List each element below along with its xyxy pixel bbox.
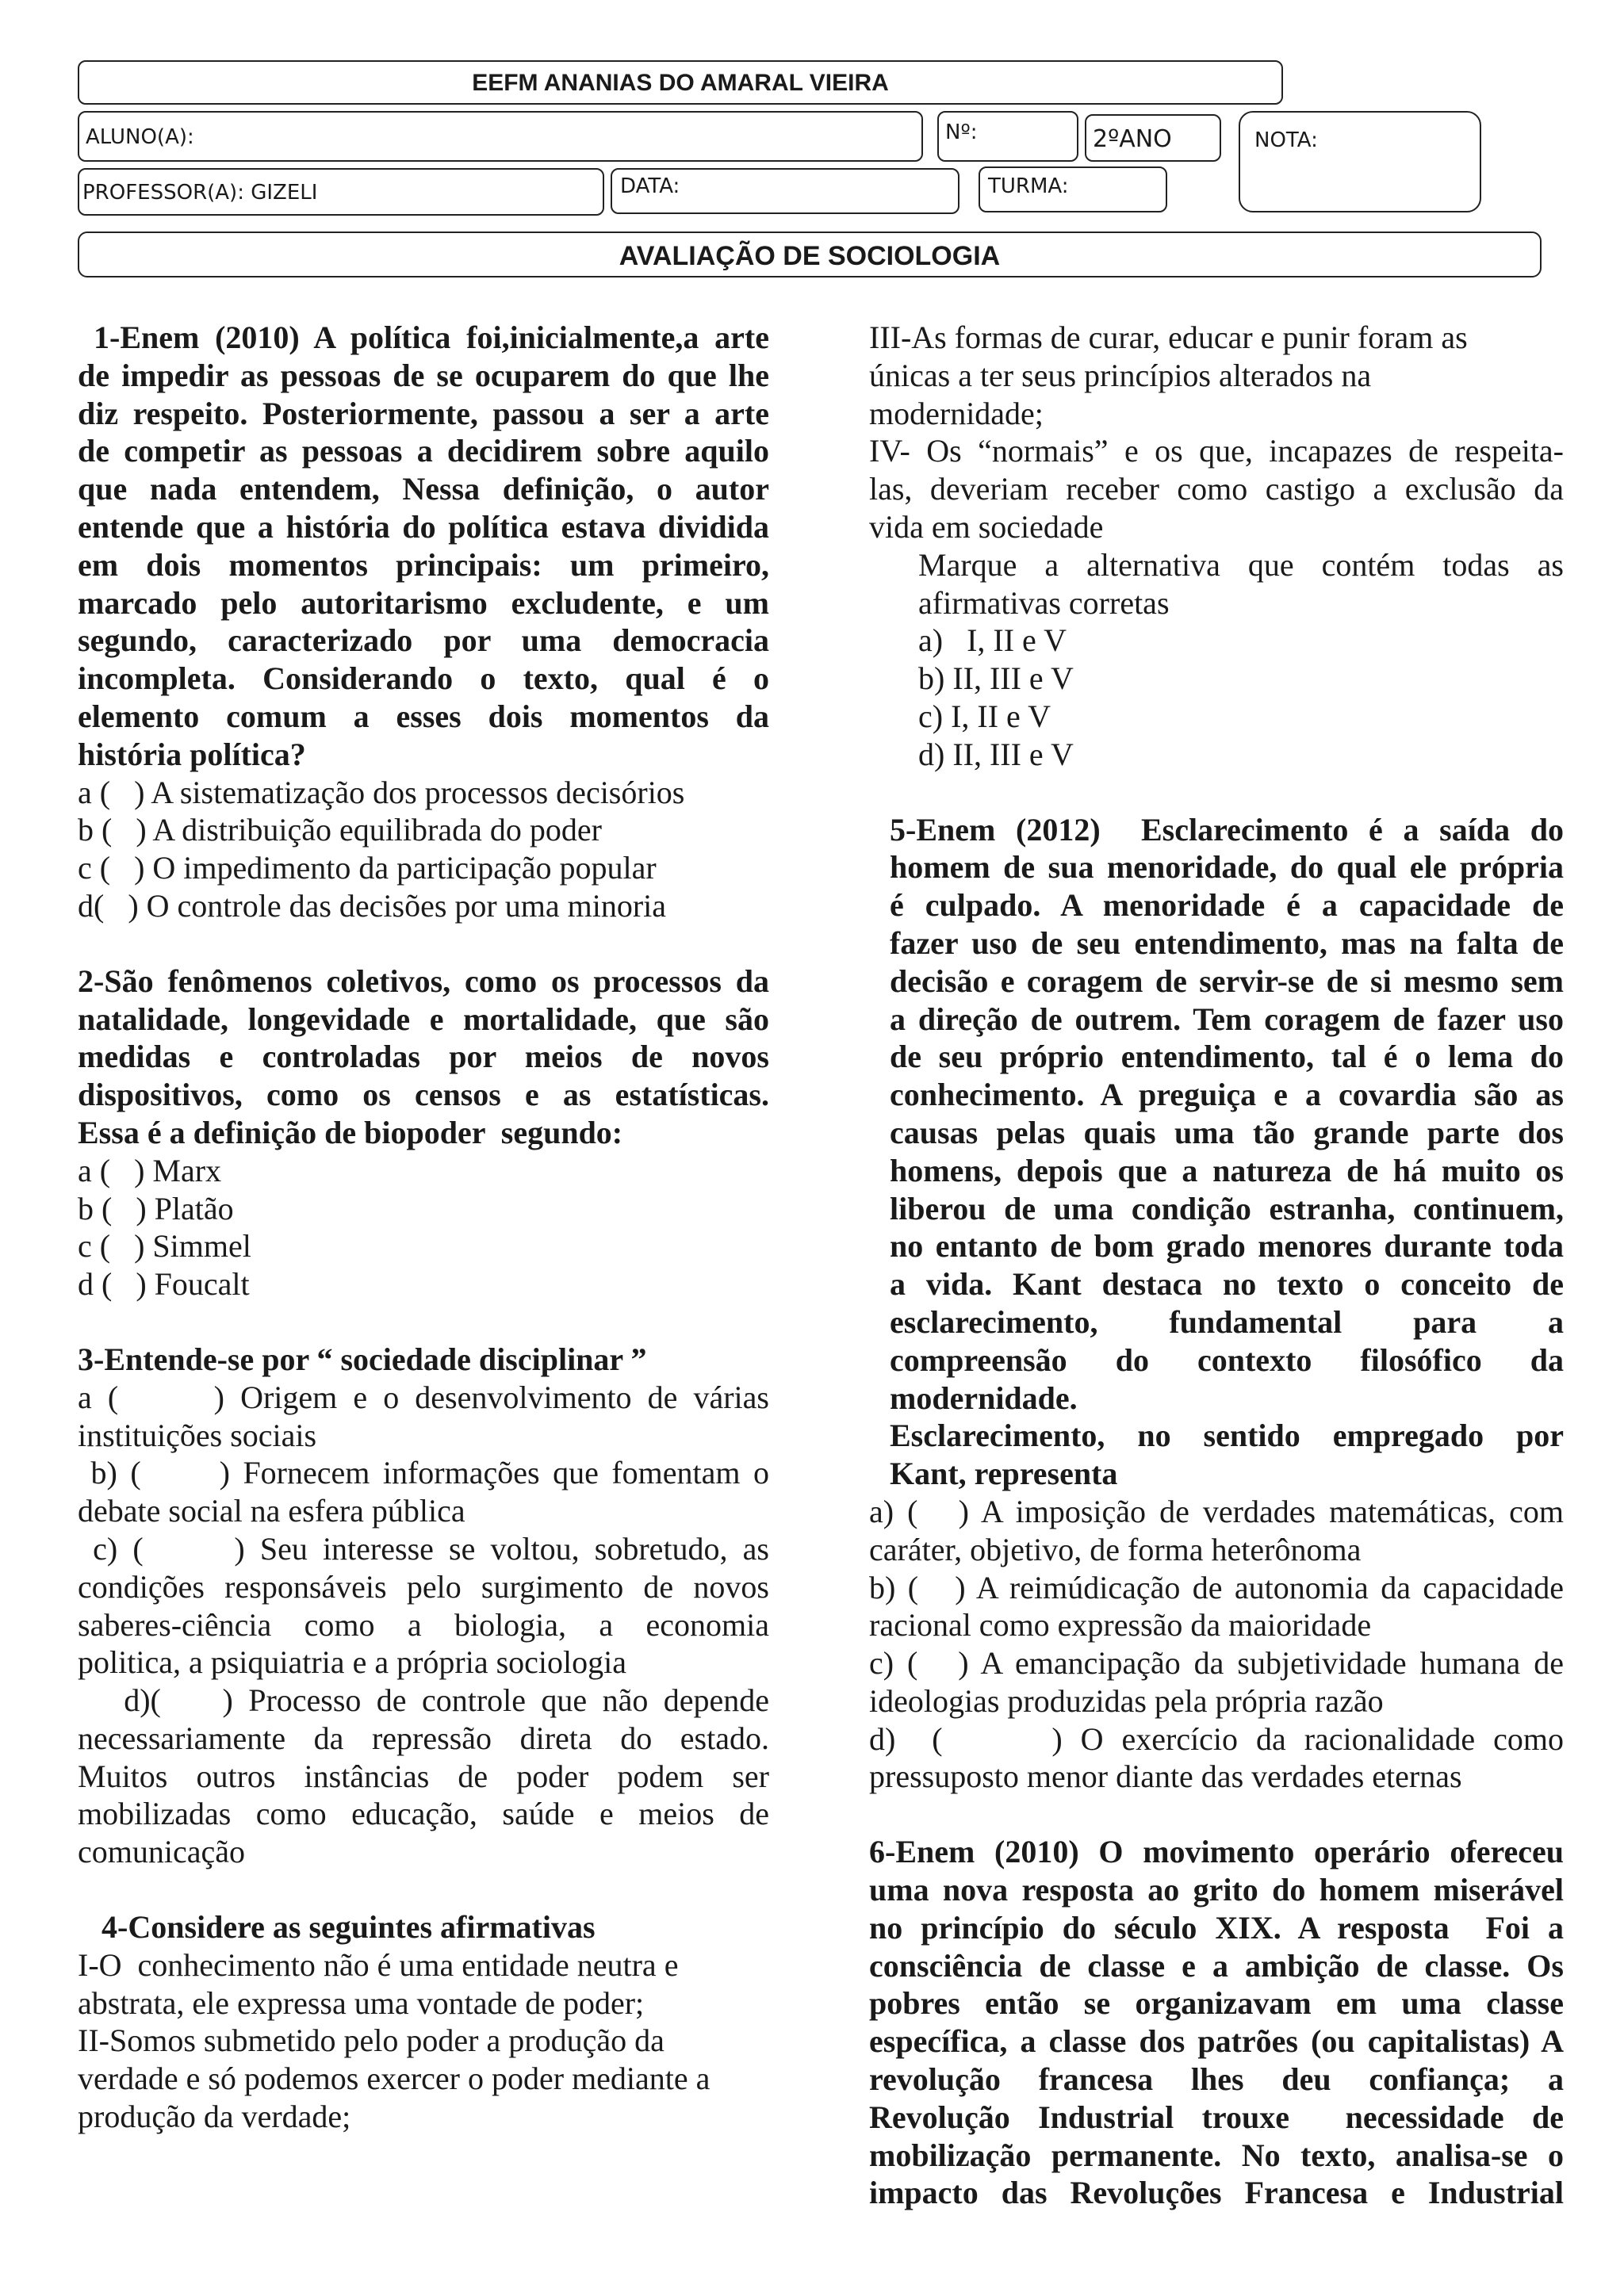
q3-line: instituições sociais: [78, 1417, 317, 1453]
q1-line: que nada entendem, Nessa definição, o autor: [78, 471, 769, 507]
q1-line: incompleta. Considerando o texto, qual é o: [78, 660, 769, 697]
q4-statement: verdade e só podemos exercer o poder mediante a: [78, 2061, 710, 2097]
q3-option-a[interactable]: a ( ) Origem e o desenvolvimento de várias: [78, 1379, 769, 1415]
question-2-options: [78, 1152, 769, 1303]
q2-option-c[interactable]: c ( ) Simmel: [78, 1228, 251, 1265]
q4-option-c[interactable]: c) I, II e V: [918, 698, 1051, 734]
q5-line: homem de sua menoridade, do qual ele própria: [890, 849, 1564, 886]
score-field: [1239, 111, 1481, 212]
q5-option-a[interactable]: a) ( ) A imposição de verdades matemáticas, com: [869, 1493, 1564, 1529]
question-1-options: [78, 774, 769, 925]
question-3-title: 3-Entende-se por “ sociedade disciplinar ”: [78, 1341, 647, 1377]
q5-line: de seu próprio entendimento, tal é o lema do: [890, 1039, 1564, 1075]
q1-line: marcado pelo autoritarismo excludente, e um: [78, 584, 769, 621]
q5-line: ideologias produzidas pela própria razão: [869, 1682, 1384, 1719]
exam-title: AVALIAÇÃO DE SOCIOLOGIA: [619, 241, 1001, 271]
q5-line: esclarecimento, fundamental para a: [890, 1303, 1564, 1340]
q1-option-d[interactable]: d( ) O controle das decisões por uma minoria: [78, 887, 667, 924]
q5-line: compreensão do contexto filosófico da: [890, 1341, 1564, 1378]
score-label: NOTA:: [1254, 128, 1318, 152]
q5-line: caráter, objetivo, de forma heterônoma: [869, 1531, 1362, 1567]
question-5-stem: [869, 811, 1564, 1493]
q3-option-b[interactable]: b) ( ) Fornecem informações que fomentam o: [78, 1455, 769, 1491]
q6-line: 6-Enem (2010) O movimento operário ofereceu: [869, 1834, 1564, 1870]
spacer: [78, 925, 769, 962]
q4-statement: IV- Os “normais” e os que, incapazes de respeita-: [869, 433, 1564, 469]
spacer: [869, 1796, 1564, 1833]
q1-line: elemento comum a esses dois momentos da: [78, 698, 769, 734]
q6-line: impacto das Revoluções Francesa e Industrial: [869, 2175, 1564, 2211]
number-field: [937, 111, 1078, 162]
q6-line: mobilização permanente. No texto, analisa-se o: [869, 2137, 1564, 2173]
q1-option-b[interactable]: b ( ) A distribuição equilibrada do poder: [78, 812, 602, 848]
question-6-stem: [869, 1833, 1564, 2212]
q2-line: Essa é a definição de biopoder segundo:: [78, 1114, 623, 1150]
q5-line: racional como expressão da maioridade: [869, 1607, 1372, 1644]
class-label: TURMA:: [988, 174, 1069, 198]
q4-statement: abstrata, ele expressa uma vontade de poder;: [78, 1984, 645, 2021]
grade-label: 2ºANO: [1093, 125, 1172, 153]
q4-statement: II-Somos submetido pelo poder a produção da: [78, 2022, 665, 2059]
q5-line: homens, depois que a natureza de há muito os: [890, 1152, 1564, 1188]
q4-statement: produção da verdade;: [78, 2099, 351, 2135]
q6-line: uma nova resposta ao grito do homem miserável: [869, 1872, 1564, 1908]
q5-line: liberou de uma condição estranha, continuem,: [890, 1190, 1564, 1226]
q1-option-c[interactable]: c ( ) O impedimento da participação popular: [78, 850, 657, 886]
q6-line: específica, a classe dos patrões (ou capitalistas) A: [869, 2023, 1564, 2060]
q1-line: entende que a história do política estava dividida: [78, 508, 769, 545]
q3-line: saberes-ciência como a biologia, a economia: [78, 1606, 769, 1643]
q5-line: no entanto de bom grado menores durante toda: [890, 1228, 1564, 1265]
q4-statement: las, deveriam receber como castigo a exclusão da: [869, 471, 1564, 507]
q4-statement: I-O conhecimento não é uma entidade neutra e: [78, 1946, 679, 1983]
q5-line: fazer uso de seu entendimento, mas na falta de: [890, 924, 1564, 961]
q6-line: no princípio do século XIX. A resposta Foi a: [869, 1909, 1564, 1946]
q6-line: pobres então se organizavam em uma classe: [869, 1985, 1564, 2022]
question-2-stem: [78, 962, 769, 1152]
q5-line: é culpado. A menoridade é a capacidade de: [890, 887, 1564, 924]
q5-line: a direção de outrem. Tem coragem de fazer uso: [890, 1001, 1564, 1037]
q4-option-a[interactable]: a) I, II e V: [918, 622, 1067, 659]
q3-line: mobilizadas como educação, saúde e meios de: [78, 1796, 769, 1832]
spacer: [78, 1871, 769, 1908]
question-4-statements-right: [869, 319, 1564, 546]
q2-line: dispositivos, como os censos e as estatísticas.: [78, 1077, 769, 1113]
class-field: [979, 166, 1167, 212]
q3-option-c[interactable]: c) ( ) Seu interesse se voltou, sobretudo, as: [78, 1530, 769, 1567]
q3-option-d[interactable]: d)( ) Processo de controle que não depende: [78, 1682, 769, 1719]
q3-line: comunicação: [78, 1834, 245, 1870]
question-5-options: [869, 1493, 1564, 1796]
q4-statement: III-As formas de curar, educar e punir foram as: [869, 320, 1468, 355]
q5-option-d[interactable]: d) ( ) O exercício da racionalidade como: [869, 1720, 1564, 1757]
q6-line: consciência de classe e a ambição de classe. Os: [869, 1947, 1564, 1984]
left-column: [78, 319, 769, 2136]
q1-line: de impedir as pessoas de se ocuparem do que lhe: [78, 357, 769, 393]
q5-line: pressuposto menor diante das verdades eternas: [869, 1758, 1462, 1795]
number-label: Nº:: [945, 121, 978, 144]
date-label: DATA:: [620, 174, 680, 198]
school-header: [78, 60, 1283, 105]
student-field: [78, 111, 923, 162]
q5-line: conhecimento. A preguiça e a covardia são as: [890, 1077, 1564, 1113]
spacer: [78, 1303, 769, 1341]
q2-option-d[interactable]: d ( ) Foucalt: [78, 1266, 250, 1303]
grade-field: [1085, 114, 1221, 162]
date-field: [611, 168, 959, 214]
teacher-label: PROFESSOR(A): GIZELI: [82, 181, 318, 205]
question-4-title: 4-Considere as seguintes afirmativas: [78, 1909, 596, 1946]
q3-line: politica, a psiquiatria e a própria sociologia: [78, 1644, 626, 1681]
question-4-prompt: [869, 546, 1564, 622]
q1-line: diz respeito. Posteriormente, passou a ser a arte: [78, 395, 769, 431]
q5-line: decisão e coragem de servir-se de si mesmo sem: [890, 962, 1564, 999]
question-1-stem-cont: [78, 357, 769, 774]
q1-line: em dois momentos principais: um primeiro,: [78, 546, 769, 583]
teacher-field: [78, 168, 604, 216]
q1-line: de competir as pessoas a decidirem sobre aquilo: [78, 433, 769, 469]
question-4-options: [869, 622, 1564, 773]
right-column: [869, 319, 1564, 2212]
q1-line: história política?: [78, 736, 306, 772]
question-1-stem: [78, 319, 769, 357]
q5-line: modernidade.: [890, 1380, 1078, 1416]
q2-option-b[interactable]: b ( ) Platão: [78, 1190, 234, 1226]
question-3-options: [78, 1379, 769, 1871]
q6-line: Revolução Industrial trouxe necessidade de: [869, 2099, 1564, 2135]
q4-statement: modernidade;: [869, 395, 1044, 431]
q1-line: 1-Enem (2010) A política foi,inicialmente,a arte: [94, 320, 769, 355]
q4-option-d[interactable]: d) II, III e V: [918, 736, 1074, 772]
q4-statement: vida em sociedade: [869, 508, 1104, 545]
q3-line: debate social na esfera pública: [78, 1493, 465, 1529]
q6-line: revolução francesa lhes deu confiança; a: [869, 2061, 1564, 2098]
q5-line: causas pelas quais uma tão grande parte dos: [890, 1114, 1564, 1150]
q3-line: necessariamente da repressão direta do estado.: [78, 1720, 769, 1756]
q3-line: condições responsáveis pelo surgimento de novos: [78, 1568, 769, 1605]
q4-option-b[interactable]: b) II, III e V: [918, 660, 1074, 697]
q4-prompt-line: afirmativas corretas: [918, 584, 1170, 621]
q2-line: natalidade, longevidade e mortalidade, que são: [78, 1001, 769, 1037]
q1-line: segundo, caracterizado por uma democracia: [78, 622, 769, 659]
question-4-statements-left: [78, 1946, 769, 2136]
q5-line: Esclarecimento, no sentido empregado por: [890, 1418, 1564, 1454]
q5-line: Kant, representa: [890, 1456, 1118, 1492]
exam-title-box: [78, 232, 1542, 277]
q2-line: 2-São fenômenos coletivos, como os processos da: [78, 962, 769, 999]
q2-line: medidas e controladas por meios de novos: [78, 1039, 769, 1075]
q3-line: Muitos outros instâncias de poder podem ser: [78, 1758, 769, 1794]
spacer: [869, 774, 1564, 811]
q4-prompt-line: Marque a alternativa que contém todas as: [918, 546, 1564, 583]
q4-statement: únicas a ter seus princípios alterados na: [869, 357, 1372, 393]
school-name: EEFM ANANIAS DO AMARAL VIEIRA: [472, 70, 889, 96]
q5-line: 5-Enem (2012) Esclarecimento é a saída do: [890, 811, 1564, 848]
q5-option-c[interactable]: c) ( ) A emancipação da subjetividade humana de: [869, 1645, 1564, 1682]
student-label: ALUNO(A):: [86, 125, 194, 149]
q5-option-b[interactable]: b) ( ) A reimúdicação de autonomia da capacidade: [869, 1569, 1564, 1605]
q5-line: a vida. Kant destaca no texto o conceito de: [890, 1266, 1564, 1303]
q1-option-a[interactable]: a ( ) A sistematização dos processos decisórios: [78, 774, 685, 810]
q2-option-a[interactable]: a ( ) Marx: [78, 1152, 222, 1188]
